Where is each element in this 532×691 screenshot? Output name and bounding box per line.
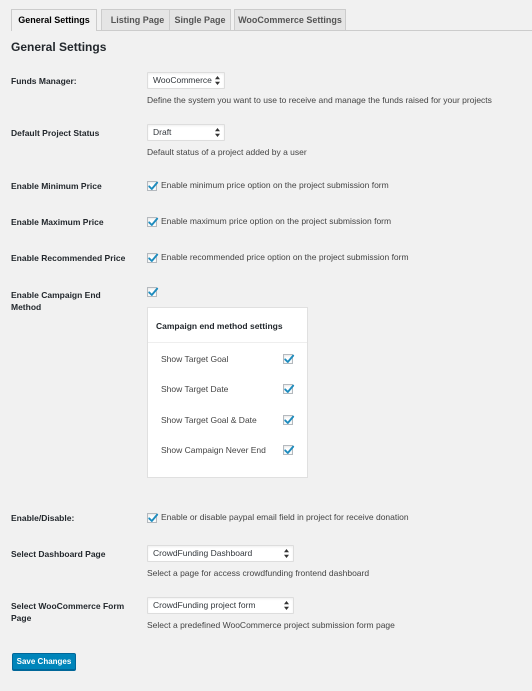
checkmark-icon — [283, 353, 295, 365]
form-page-label: Select WooCommerce Form Page — [11, 601, 125, 623]
select-arrows-icon — [215, 128, 220, 137]
show-target-goal-checkbox[interactable] — [283, 354, 293, 364]
panel-title: Campaign end method settings — [156, 321, 283, 331]
show-target-goal-label: Show Target Goal — [161, 354, 229, 364]
tab-general-settings[interactable]: General Settings — [11, 9, 97, 31]
panel-divider — [148, 342, 307, 343]
dashboard-page-value: CrowdFunding Dashboard — [153, 548, 253, 558]
form-page-select[interactable] — [147, 597, 294, 614]
checkmark-icon — [283, 444, 295, 456]
show-campaign-never-end-label: Show Campaign Never End — [161, 445, 266, 455]
show-target-date-checkbox[interactable] — [283, 384, 293, 394]
form-page-value: CrowdFunding project form — [153, 600, 256, 610]
campaign-end-settings-panel — [147, 307, 308, 478]
checkmark-icon — [147, 216, 159, 228]
show-target-date-label: Show Target Date — [161, 384, 229, 394]
funds-manager-label: Funds Manager: — [11, 76, 77, 86]
form-page-description: Select a predefined WooCommerce project submission form page — [147, 620, 395, 630]
recommended-price-label: Enable Recommended Price — [11, 253, 126, 263]
dashboard-page-select[interactable] — [147, 545, 294, 562]
default-status-value: Draft — [153, 127, 172, 137]
dashboard-page-label: Select Dashboard Page — [11, 549, 106, 559]
checkmark-icon — [283, 383, 295, 395]
funds-manager-select[interactable] — [147, 72, 225, 89]
select-arrows-icon — [215, 76, 220, 85]
checkmark-icon — [147, 180, 159, 192]
tab-single-page[interactable]: Single Page — [169, 9, 231, 30]
select-arrows-icon — [284, 549, 289, 558]
default-status-select[interactable] — [147, 124, 225, 141]
page-title: General Settings — [11, 40, 107, 54]
tab-woocommerce-settings[interactable]: WooCommerce Settings — [234, 9, 346, 30]
funds-manager-description: Define the system you want to use to receive and manage the funds raised for your projects — [147, 95, 492, 105]
recommended-price-checkbox[interactable] — [147, 253, 157, 263]
min-price-checkbox[interactable] — [147, 181, 157, 191]
save-changes-button[interactable]: Save Changes — [12, 653, 76, 670]
select-arrows-icon — [284, 601, 289, 610]
max-price-text: Enable maximum price option on the project submission form — [161, 216, 392, 226]
max-price-checkbox[interactable] — [147, 217, 157, 227]
default-status-label: Default Project Status — [11, 128, 100, 138]
default-status-description: Default status of a project added by a user — [147, 147, 307, 157]
checkmark-icon — [283, 414, 295, 426]
funds-manager-value: WooCommerce — [153, 75, 212, 85]
paypal-text: Enable or disable paypal email field in project for receive donation — [161, 512, 409, 522]
checkmark-icon — [147, 286, 159, 298]
min-price-text: Enable minimum price option on the project submission form — [161, 180, 389, 190]
dashboard-page-description: Select a page for access crowdfunding frontend dashboard — [147, 568, 370, 578]
checkmark-icon — [147, 252, 159, 264]
max-price-label: Enable Maximum Price — [11, 217, 104, 227]
min-price-label: Enable Minimum Price — [11, 181, 102, 191]
settings-tabs — [11, 9, 532, 31]
show-target-goal-date-label: Show Target Goal & Date — [161, 415, 257, 425]
show-target-goal-date-checkbox[interactable] — [283, 415, 293, 425]
paypal-label: Enable/Disable: — [11, 513, 75, 523]
tab-listing-page[interactable]: Listing Page — [101, 9, 174, 30]
recommended-price-text: Enable recommended price option on the project submission form — [161, 252, 409, 262]
paypal-checkbox[interactable] — [147, 513, 157, 523]
show-campaign-never-end-checkbox[interactable] — [283, 445, 293, 455]
campaign-end-checkbox[interactable] — [147, 287, 157, 297]
checkmark-icon — [147, 512, 159, 524]
campaign-end-label: Enable Campaign End Method — [11, 290, 101, 312]
